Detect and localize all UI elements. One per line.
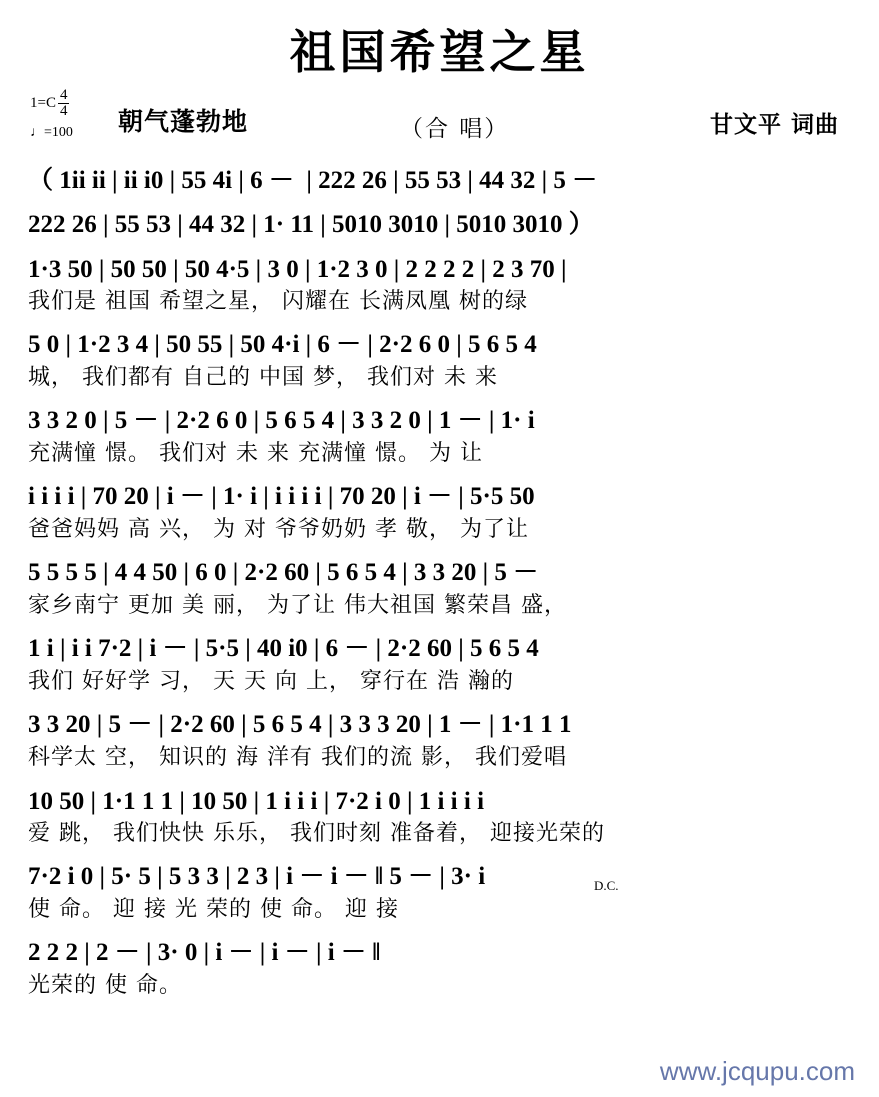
note-line: 5 0 | 1·2 3 4 | 50 55 | 50 4·i | 6 － | 2·2 6 0 | 5 6 5 4 [28,331,537,358]
system-verse-8 [28,774,851,848]
system-verse-3 [28,394,851,468]
note-line: 222 26 | 55 53 | 44 32 | 1· 11 | 5010 3010 | 5010 3010 ） [28,211,594,238]
lyric-line: 光荣的 使 命。 [28,973,182,998]
system-verse-1 [28,242,851,316]
lyric-line: 科学太 空， 知识的 海 洋有 我们的流 影， 我们爱唱 [28,745,567,770]
dc-marking: D.C. [594,878,619,893]
note-line: 2 2 2 | 2 － | 3· 0 | i － | i － | i － ‖ [28,939,381,966]
note-line: 7·2 i 0 | 5· 5 | 5 3 3 | 2 3 | i － i － ‖ 5 － | 3· i [28,863,486,890]
system-intro-1 [28,154,851,196]
system-verse-6 [28,622,851,696]
lyric-line: 充满憧 憬。 我们对 未 来 充满憧 憬。 为 让 [28,441,483,466]
note-line: 1·3 50 | 50 50 | 50 4·5 | 3 0 | 1·2 3 0 | 2 2 2 2 | 2 3 70 | [28,256,567,283]
tempo-marking [30,125,73,141]
time-signature: $\frac{4}{4}$ [59,87,68,119]
note-line: 3 3 20 | 5 － | 2·2 60 | 5 6 5 4 | 3 3 3 20 | 1 － | 1·1 1 1 [28,711,572,738]
lyric-line: 爱 跳， 我们快快 乐乐， 我们时刻 准备着， 迎接光荣的 [28,821,605,846]
system-verse-2 [28,318,851,392]
music-staff [28,154,851,1000]
lyric-line: 城， 我们都有 自己的 中国 梦， 我们对 未 来 [28,365,498,390]
page-title: 祖国希望之星 [289,25,590,79]
lyric-line: 使 命。 迎 接 光 荣的 使 命。 迎 接 [28,897,399,922]
chorus-label: （合 唱） [400,116,510,142]
lyric-line: 家乡南宁 更加 美 丽， 为了让 伟大祖国 繁荣昌 盛， [28,593,567,618]
lyric-line: 我们是 祖国 希望之星， 闪耀在 长满凤凰 树的绿 [28,289,528,314]
key-and-meter [30,88,73,141]
lyric-line: 我们 好好学 习， 天 天 向 上， 穿行在 浩 瀚的 [28,669,514,694]
note-line: （ 1ii ii | ii i0 | 55 4i | 6 － | 222 26 | 55 53 | 44 32 | 5 － [28,167,598,194]
system-verse-10 [28,926,851,1000]
system-verse-5 [28,546,851,620]
key-label: 1=C [30,94,56,111]
note-line: 10 50 | 1·1 1 1 | 10 50 | 1 i i i | 7·2 i 0 | 1 i i i i [28,788,485,815]
note-line: 3 3 2 0 | 5 － | 2·2 6 0 | 5 6 5 4 | 3 3 2 0 | 1 － | 1· i [28,407,535,434]
tempo-value: =100 [44,125,73,140]
note-line: i i i i | 70 20 | i － | 1· i | i i i i | 70 20 | i － | 5·5 50 [28,483,535,510]
lyric-line: 爸爸妈妈 高 兴， 为 对 爷爷奶奶 孝 敬， 为了让 [28,517,529,542]
note-line: 1 i | i i 7·2 | i － | 5·5 | 40 i0 | 6 － | 2·2 60 | 5 6 5 4 [28,635,539,662]
watermark: www.jcqupu.com [659,1056,855,1086]
system-verse-7 [28,698,851,772]
system-intro-2 [28,198,851,240]
mood-marking: 朝气蓬勃地 [118,107,249,136]
tempo-note-icon: ♩ [30,125,44,140]
system-verse-4 [28,470,851,544]
composer-credit: 甘文平 词曲 [709,111,839,138]
header-row [0,84,879,154]
song-sheet [0,16,879,1097]
note-line: 5 5 5 5 | 4 4 50 | 6 0 | 2·2 60 | 5 6 5 4 | 3 3 20 | 5 － [28,559,539,586]
system-verse-9 [28,850,851,924]
